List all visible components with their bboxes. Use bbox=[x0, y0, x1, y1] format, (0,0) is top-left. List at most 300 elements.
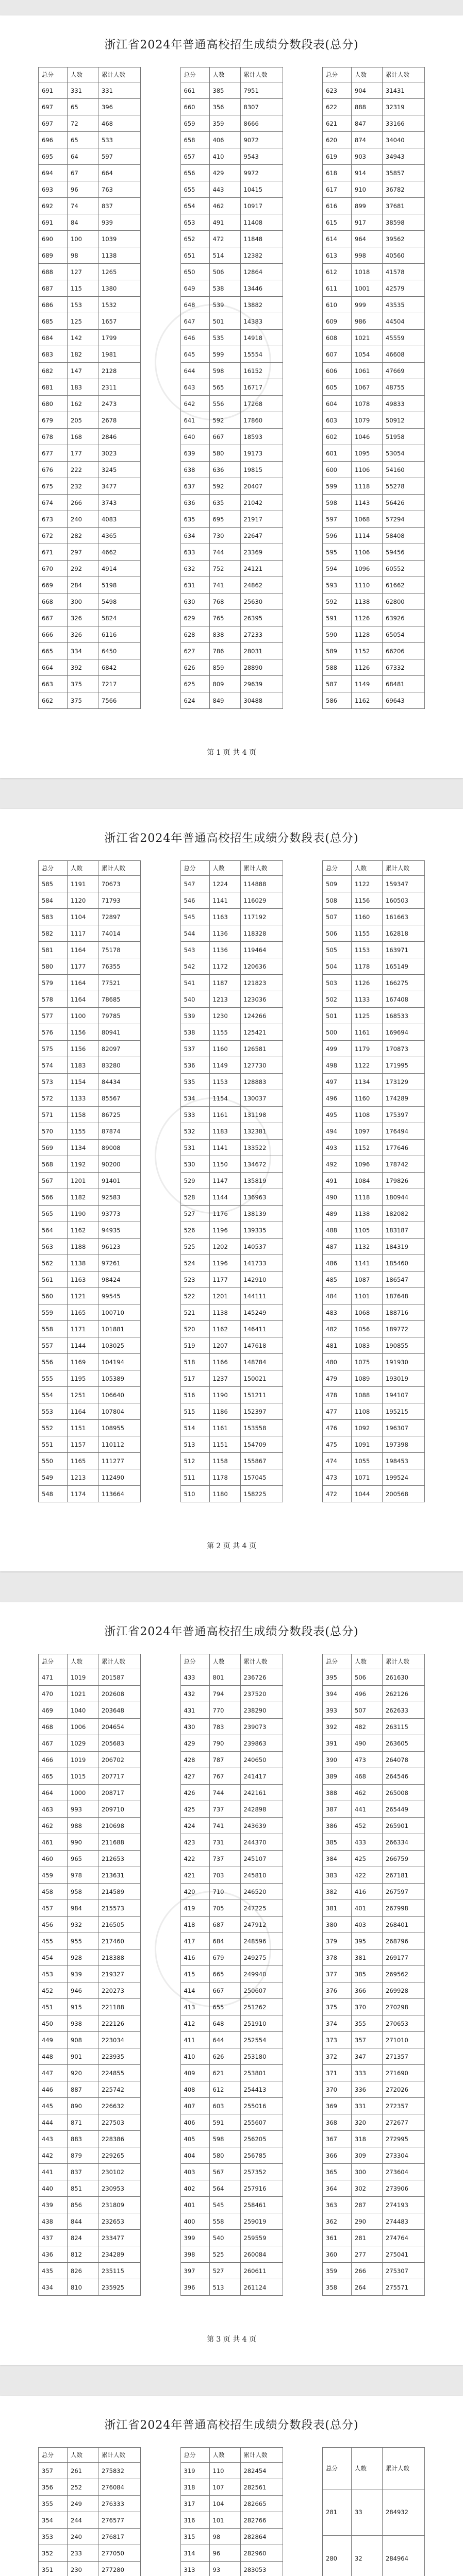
table-row bbox=[180, 1403, 283, 1420]
table-cell: 627 bbox=[180, 643, 209, 659]
document-page bbox=[0, 15, 463, 778]
table-cell: 801 bbox=[209, 1669, 240, 1686]
table-cell: 669 bbox=[39, 577, 68, 594]
table-cell: 179826 bbox=[383, 1173, 425, 1189]
table-row bbox=[39, 1354, 141, 1370]
table-cell: 59456 bbox=[383, 544, 425, 561]
table-cell: 1054 bbox=[352, 346, 383, 363]
table-row bbox=[180, 626, 283, 643]
table-cell: 457 bbox=[39, 1900, 68, 1917]
score-table bbox=[322, 1654, 425, 2296]
table-cell: 125 bbox=[68, 313, 98, 330]
table-cell: 12864 bbox=[240, 264, 283, 280]
table-cell: 363 bbox=[323, 2197, 352, 2213]
table-row bbox=[323, 909, 425, 925]
table-cell: 434 bbox=[39, 2279, 68, 2296]
table-cell: 664 bbox=[98, 165, 141, 181]
table-cell: 581 bbox=[39, 942, 68, 958]
table-cell: 247225 bbox=[240, 1900, 283, 1917]
table-cell: 1138 bbox=[209, 1304, 240, 1321]
table-cell: 166275 bbox=[383, 975, 425, 991]
table-cell: 645 bbox=[180, 346, 209, 363]
table-cell: 667 bbox=[39, 610, 68, 626]
table-cell: 266 bbox=[352, 2263, 383, 2279]
column-header: 总分 bbox=[39, 2448, 68, 2463]
table-cell: 650 bbox=[180, 264, 209, 280]
table-cell: 1224 bbox=[209, 876, 240, 892]
table-cell: 946 bbox=[68, 1982, 98, 1999]
table-cell: 78685 bbox=[98, 991, 141, 1008]
table-row bbox=[39, 445, 141, 462]
table-cell: 366 bbox=[352, 1982, 383, 1999]
table-cell: 74 bbox=[68, 198, 98, 214]
table-cell: 127 bbox=[68, 264, 98, 280]
table-cell: 283053 bbox=[240, 2562, 283, 2576]
table-cell: 2311 bbox=[98, 379, 141, 396]
table-row bbox=[39, 247, 141, 264]
table-cell: 470 bbox=[39, 1686, 68, 1702]
table-row bbox=[180, 2213, 283, 2230]
table-cell: 634 bbox=[180, 528, 209, 544]
table-row bbox=[180, 132, 283, 148]
table-cell: 658 bbox=[180, 132, 209, 148]
table-cell: 8666 bbox=[240, 115, 283, 132]
column-header: 人数 bbox=[68, 2448, 98, 2463]
table-cell: 591 bbox=[209, 2114, 240, 2131]
table-cell: 347 bbox=[352, 2048, 383, 2065]
table-cell: 17268 bbox=[240, 396, 283, 412]
table-cell: 555 bbox=[39, 1370, 68, 1387]
table-cell: 837 bbox=[68, 2164, 98, 2180]
table-row bbox=[39, 1933, 141, 1950]
table-cell: 22647 bbox=[240, 528, 283, 544]
table-cell: 879 bbox=[68, 2147, 98, 2164]
table-cell: 191930 bbox=[383, 1354, 425, 1370]
table-cell: 688 bbox=[39, 264, 68, 280]
table-cell: 3245 bbox=[98, 462, 141, 478]
table-row bbox=[323, 2032, 425, 2048]
table-row bbox=[180, 1008, 283, 1024]
table-cell: 540 bbox=[180, 991, 209, 1008]
table-row bbox=[180, 975, 283, 991]
table-row bbox=[323, 1686, 425, 1702]
table-cell: 461 bbox=[39, 1834, 68, 1851]
table-row bbox=[323, 1768, 425, 1785]
table-cell: 1166 bbox=[209, 1354, 240, 1370]
column-header: 累计人数 bbox=[98, 2448, 141, 2463]
table-cell: 60552 bbox=[383, 561, 425, 577]
table-cell: 20407 bbox=[240, 478, 283, 495]
table-row bbox=[39, 363, 141, 379]
table-cell: 563 bbox=[39, 1239, 68, 1255]
table-row bbox=[323, 1818, 425, 1834]
table-row bbox=[180, 1785, 283, 1801]
table-cell: 319 bbox=[180, 2463, 209, 2479]
table-cell: 219327 bbox=[98, 1966, 141, 1982]
table-cell: 1105 bbox=[352, 1222, 383, 1239]
table-cell: 264546 bbox=[383, 1768, 425, 1785]
table-cell: 487 bbox=[323, 1239, 352, 1255]
table-row bbox=[323, 429, 425, 445]
table-cell: 238290 bbox=[240, 1702, 283, 1719]
table-cell: 231809 bbox=[98, 2197, 141, 2213]
table-cell: 6116 bbox=[98, 626, 141, 643]
table-cell: 531 bbox=[180, 1140, 209, 1156]
table-row bbox=[323, 991, 425, 1008]
table-cell: 108955 bbox=[98, 1420, 141, 1436]
table-cell: 790 bbox=[209, 1735, 240, 1752]
table-cell: 615 bbox=[323, 214, 352, 231]
table-cell: 1532 bbox=[98, 297, 141, 313]
table-cell: 578 bbox=[39, 991, 68, 1008]
table-row bbox=[323, 1900, 425, 1917]
table-cell: 904 bbox=[352, 82, 383, 99]
table-cell: 44504 bbox=[383, 313, 425, 330]
table-cell: 485 bbox=[323, 1272, 352, 1288]
table-cell: 620 bbox=[323, 132, 352, 148]
table-cell: 494 bbox=[323, 1123, 352, 1140]
table-cell: 567 bbox=[39, 1173, 68, 1189]
table-cell: 1156 bbox=[352, 892, 383, 909]
table-cell: 36782 bbox=[383, 181, 425, 198]
table-cell: 271357 bbox=[383, 2048, 425, 2065]
table-cell: 1150 bbox=[209, 1156, 240, 1173]
table-cell: 364 bbox=[323, 2180, 352, 2197]
table-row bbox=[323, 2131, 425, 2147]
table-cell: 535 bbox=[180, 1074, 209, 1090]
table-cell: 162818 bbox=[383, 925, 425, 942]
table-cell: 1096 bbox=[352, 561, 383, 577]
table-row bbox=[180, 1387, 283, 1403]
table-cell: 271690 bbox=[383, 2065, 425, 2081]
document-page bbox=[0, 809, 463, 1571]
table-cell: 17860 bbox=[240, 412, 283, 429]
table-row bbox=[39, 2098, 141, 2114]
table-cell: 105389 bbox=[98, 1370, 141, 1387]
table-cell: 371 bbox=[323, 2065, 352, 2081]
table-cell: 544 bbox=[180, 925, 209, 942]
table-cell: 270653 bbox=[383, 2015, 425, 2032]
table-cell: 1044 bbox=[352, 1486, 383, 1502]
table-cell: 1000 bbox=[68, 1785, 98, 1801]
table-row bbox=[39, 1057, 141, 1074]
table-cell: 253801 bbox=[240, 2065, 283, 2081]
table-cell: 522 bbox=[180, 1288, 209, 1304]
table-row bbox=[323, 181, 425, 198]
table-cell: 159347 bbox=[383, 876, 425, 892]
table-cell: 1177 bbox=[209, 1272, 240, 1288]
table-row bbox=[39, 2512, 141, 2529]
table-row bbox=[323, 231, 425, 247]
column-header: 累计人数 bbox=[98, 67, 141, 82]
table-cell: 978 bbox=[68, 1867, 98, 1884]
table-cell: 558 bbox=[209, 2213, 240, 2230]
table-row bbox=[180, 577, 283, 594]
table-row bbox=[39, 544, 141, 561]
table-cell: 404 bbox=[180, 2147, 209, 2164]
table-cell: 366 bbox=[323, 2147, 352, 2164]
table-cell: 649 bbox=[180, 280, 209, 297]
table-cell: 96123 bbox=[98, 1239, 141, 1255]
table-cell: 504 bbox=[323, 958, 352, 975]
table-cell: 210698 bbox=[98, 1818, 141, 1834]
column-header: 总分 bbox=[323, 2448, 352, 2489]
table-cell: 151211 bbox=[240, 1387, 283, 1403]
table-row bbox=[39, 2545, 141, 2562]
table-cell: 379 bbox=[323, 1933, 352, 1950]
table-cell: 409 bbox=[180, 2065, 209, 2081]
table-cell: 606 bbox=[323, 363, 352, 379]
table-cell: 607 bbox=[323, 346, 352, 363]
table-row bbox=[39, 1024, 141, 1041]
table-row bbox=[323, 2065, 425, 2081]
table-cell: 375 bbox=[323, 1999, 352, 2015]
table-cell: 567 bbox=[209, 2164, 240, 2180]
table-cell: 693 bbox=[39, 181, 68, 198]
table-row bbox=[180, 610, 283, 626]
table-cell: 1191 bbox=[68, 876, 98, 892]
table-cell: 1196 bbox=[209, 1255, 240, 1272]
table-cell: 402 bbox=[180, 2180, 209, 2197]
table-cell: 174289 bbox=[383, 1090, 425, 1107]
table-cell: 661 bbox=[180, 82, 209, 99]
table-cell: 292 bbox=[68, 561, 98, 577]
table-row bbox=[323, 445, 425, 462]
table-cell: 604 bbox=[323, 396, 352, 412]
table-cell: 359 bbox=[209, 115, 240, 132]
table-cell: 794 bbox=[209, 1686, 240, 1702]
table-cell: 124266 bbox=[240, 1008, 283, 1024]
table-cell: 574 bbox=[39, 1057, 68, 1074]
table-row bbox=[180, 876, 283, 892]
table-cell: 111277 bbox=[98, 1453, 141, 1469]
table-cell: 1183 bbox=[68, 1057, 98, 1074]
table-cell: 242161 bbox=[240, 1785, 283, 1801]
table-cell: 1141 bbox=[209, 1140, 240, 1156]
table-row bbox=[180, 1206, 283, 1222]
table-cell: 106640 bbox=[98, 1387, 141, 1403]
table-cell: 468 bbox=[352, 1768, 383, 1785]
table-cell: 355 bbox=[39, 2496, 68, 2512]
table-cell: 370 bbox=[323, 2081, 352, 2098]
table-cell: 315 bbox=[180, 2529, 209, 2545]
table-cell: 256205 bbox=[240, 2131, 283, 2147]
table-cell: 1165 bbox=[68, 1453, 98, 1469]
table-cell: 663 bbox=[39, 676, 68, 692]
table-cell: 598 bbox=[209, 2131, 240, 2147]
table-row bbox=[39, 1818, 141, 1834]
table-cell: 1187 bbox=[209, 975, 240, 991]
table-cell: 1122 bbox=[352, 876, 383, 892]
table-cell: 410 bbox=[180, 2048, 209, 2065]
table-cell: 9543 bbox=[240, 148, 283, 165]
table-cell: 537 bbox=[180, 1041, 209, 1057]
table-cell: 597 bbox=[98, 148, 141, 165]
table-cell: 14383 bbox=[240, 313, 283, 330]
table-cell: 354 bbox=[39, 2512, 68, 2529]
table-cell: 362 bbox=[323, 2213, 352, 2230]
table-cell: 1136 bbox=[209, 942, 240, 958]
table-cell: 928 bbox=[68, 1950, 98, 1966]
table-cell: 1151 bbox=[68, 1420, 98, 1436]
table-cell: 637 bbox=[180, 478, 209, 495]
table-row bbox=[323, 544, 425, 561]
table-row bbox=[180, 1288, 283, 1304]
table-cell: 9072 bbox=[240, 132, 283, 148]
table-cell: 1161 bbox=[352, 1024, 383, 1041]
table-row bbox=[323, 975, 425, 991]
table-cell: 10415 bbox=[240, 181, 283, 198]
table-cell: 260611 bbox=[240, 2263, 283, 2279]
table-row bbox=[323, 1867, 425, 1884]
table-row bbox=[323, 264, 425, 280]
table-row bbox=[323, 1107, 425, 1123]
table-cell: 545 bbox=[209, 2197, 240, 2213]
table-row bbox=[39, 1982, 141, 1999]
table-cell: 499 bbox=[323, 1041, 352, 1057]
table-cell: 506 bbox=[323, 925, 352, 942]
table-cell: 71793 bbox=[98, 892, 141, 909]
table-cell: 255016 bbox=[240, 2098, 283, 2114]
table-cell: 384 bbox=[323, 1851, 352, 1867]
table-cell: 98424 bbox=[98, 1272, 141, 1288]
table-cell: 476 bbox=[323, 1420, 352, 1436]
table-cell: 1177 bbox=[68, 958, 98, 975]
table-cell: 205683 bbox=[98, 1735, 141, 1752]
table-cell: 357 bbox=[352, 2032, 383, 2048]
table-cell: 206702 bbox=[98, 1752, 141, 1768]
table-cell: 183 bbox=[68, 379, 98, 396]
table-cell: 1144 bbox=[68, 1337, 98, 1354]
table-cell: 1084 bbox=[352, 1173, 383, 1189]
table-cell: 272995 bbox=[383, 2131, 425, 2147]
table-cell: 26395 bbox=[240, 610, 283, 626]
table-row bbox=[180, 1272, 283, 1288]
table-cell: 270298 bbox=[383, 1999, 425, 2015]
table-row bbox=[39, 1867, 141, 1884]
table-row bbox=[323, 1370, 425, 1387]
table-row bbox=[39, 2065, 141, 2081]
table-cell: 403 bbox=[352, 1917, 383, 1933]
table-cell: 670 bbox=[39, 561, 68, 577]
table-cell: 333 bbox=[352, 2065, 383, 2081]
table-cell: 1106 bbox=[352, 462, 383, 478]
table-row bbox=[323, 1354, 425, 1370]
table-cell: 696 bbox=[39, 132, 68, 148]
table-cell: 1186 bbox=[209, 1403, 240, 1420]
table-cell: 128883 bbox=[240, 1074, 283, 1090]
table-row bbox=[39, 528, 141, 544]
table-row bbox=[180, 2529, 283, 2545]
table-cell: 152397 bbox=[240, 1403, 283, 1420]
table-cell: 824 bbox=[68, 2230, 98, 2246]
table-cell: 644 bbox=[209, 2032, 240, 2048]
table-cell: 452 bbox=[39, 1982, 68, 1999]
table-row bbox=[180, 676, 283, 692]
table-cell: 218388 bbox=[98, 1950, 141, 1966]
column-header: 人数 bbox=[352, 2448, 383, 2489]
table-cell: 201587 bbox=[98, 1669, 141, 1686]
table-cell: 274483 bbox=[383, 2213, 425, 2230]
table-row bbox=[39, 1222, 141, 1239]
table-cell: 883 bbox=[68, 2131, 98, 2147]
table-cell: 266759 bbox=[383, 1851, 425, 1867]
table-cell: 175397 bbox=[383, 1107, 425, 1123]
table-cell: 411 bbox=[180, 2032, 209, 2048]
table-cell: 19815 bbox=[240, 462, 283, 478]
table-cell: 672 bbox=[39, 528, 68, 544]
table-row bbox=[323, 2535, 425, 2576]
table-row bbox=[323, 313, 425, 330]
table-cell: 1118 bbox=[352, 478, 383, 495]
table-row bbox=[39, 1107, 141, 1123]
table-cell: 297 bbox=[68, 544, 98, 561]
table-cell: 651 bbox=[180, 247, 209, 264]
table-cell: 986 bbox=[352, 313, 383, 330]
table-cell: 352 bbox=[39, 2545, 68, 2562]
table-cell: 205 bbox=[68, 412, 98, 429]
table-cell: 426 bbox=[180, 1785, 209, 1801]
table-cell: 444 bbox=[39, 2114, 68, 2131]
table-cell: 46608 bbox=[383, 346, 425, 363]
table-row bbox=[39, 594, 141, 610]
table-cell: 10917 bbox=[240, 198, 283, 214]
table-cell: 1018 bbox=[352, 264, 383, 280]
table-cell: 588 bbox=[323, 659, 352, 676]
table-cell: 127730 bbox=[240, 1057, 283, 1074]
table-cell: 378 bbox=[323, 1950, 352, 1966]
table-cell: 252554 bbox=[240, 2032, 283, 2048]
table-cell: 101881 bbox=[98, 1321, 141, 1337]
table-cell: 1164 bbox=[68, 975, 98, 991]
table-cell: 180944 bbox=[383, 1189, 425, 1206]
table-cell: 450 bbox=[39, 2015, 68, 2032]
page-title: 浙江省2024年普通高校招生成绩分数段表(总分) bbox=[104, 39, 359, 52]
table-cell: 471 bbox=[39, 1669, 68, 1686]
table-row bbox=[323, 363, 425, 379]
table-cell: 198453 bbox=[383, 1453, 425, 1469]
table-row bbox=[180, 1801, 283, 1818]
table-cell: 644 bbox=[180, 363, 209, 379]
table-cell: 256785 bbox=[240, 2147, 283, 2164]
table-row bbox=[180, 478, 283, 495]
table-cell: 31431 bbox=[383, 82, 425, 99]
table-cell: 539 bbox=[180, 1008, 209, 1024]
table-cell: 621 bbox=[323, 115, 352, 132]
table-cell: 441 bbox=[352, 1801, 383, 1818]
table-cell: 265008 bbox=[383, 1785, 425, 1801]
table-cell: 441 bbox=[39, 2164, 68, 2180]
table-cell: 196307 bbox=[383, 1420, 425, 1436]
table-row bbox=[180, 1999, 283, 2015]
table-cell: 505 bbox=[323, 942, 352, 958]
table-row bbox=[39, 2263, 141, 2279]
table-row bbox=[39, 2114, 141, 2131]
table-row bbox=[323, 1851, 425, 1867]
table-cell: 1019 bbox=[68, 1752, 98, 1768]
table-row bbox=[323, 958, 425, 975]
table-cell: 652 bbox=[180, 231, 209, 247]
table-cell: 453 bbox=[39, 1966, 68, 1982]
table-cell: 281 bbox=[323, 2489, 352, 2536]
table-cell: 367 bbox=[323, 2131, 352, 2147]
table-cell: 1164 bbox=[68, 942, 98, 958]
table-cell: 1155 bbox=[352, 925, 383, 942]
table-row bbox=[180, 1469, 283, 1486]
table-row bbox=[323, 280, 425, 297]
table-cell: 691 bbox=[39, 82, 68, 99]
table-cell: 236726 bbox=[240, 1669, 283, 1686]
